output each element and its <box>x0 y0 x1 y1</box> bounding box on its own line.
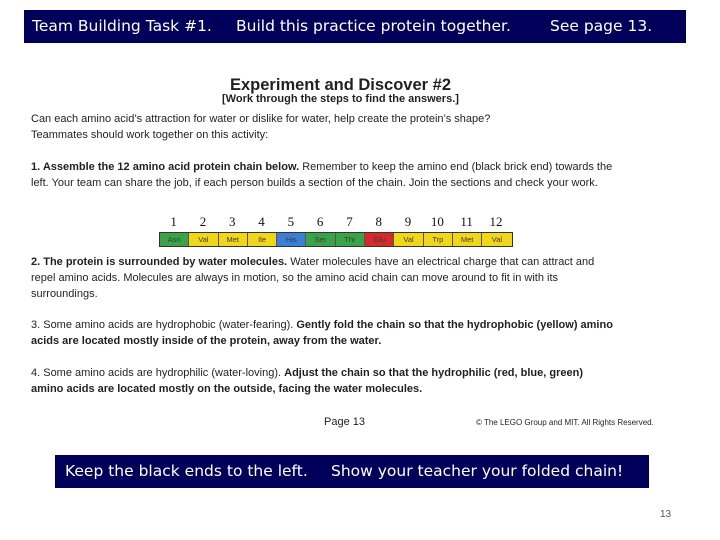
header-page-ref: See page 13. <box>550 17 653 35</box>
header-task: Team Building Task #1. <box>32 17 212 35</box>
amino-acid-number-9: 9 <box>404 214 412 229</box>
amino-acid-11: Met <box>453 233 482 246</box>
amino-acid-number-5: 5 <box>287 214 295 229</box>
amino-acid-number-11: 11 <box>460 214 473 229</box>
amino-acid-4: Ile <box>248 233 277 246</box>
amino-acid-5: His <box>277 233 306 246</box>
step-2-heading: 2. The protein is surrounded by water molecules. <box>31 256 288 268</box>
amino-acid-chain <box>159 232 513 247</box>
worksheet-subtitle: [Work through the steps to find the answers.] <box>222 93 459 105</box>
step-1-line-2: left. Your team can share the job, if each person builds a section of the chain. Join the sections and check your work. <box>31 177 598 189</box>
amino-acid-9: Val <box>394 233 423 246</box>
amino-acid-number-6: 6 <box>316 214 324 229</box>
footer-instruction: Show your teacher your folded chain! <box>331 462 624 480</box>
step-2-line-2: repel amino acids. Molecules are always in motion, so the amino acid chain can move around to fit in with its <box>31 272 559 284</box>
footer-reminder: Keep the black ends to the left. <box>65 462 308 480</box>
amino-acid-number-4: 4 <box>258 214 265 229</box>
step-4-line-1 <box>31 367 583 379</box>
step-1-heading: 1. Assemble the 12 amino acid protein chain below. <box>31 161 300 173</box>
amino-acid-number-1: 1 <box>170 214 177 229</box>
amino-acid-6: Ser <box>306 233 335 246</box>
step-4-line-2: amino acids are located mostly on the outside, facing the water molecules. <box>31 383 423 395</box>
step-2-line-3: surroundings. <box>31 288 98 300</box>
amino-acid-1: Asn <box>160 233 189 246</box>
step-4-instruction: Adjust the chain so that the hydrophilic (red, blue, green) <box>284 367 583 379</box>
page-label: Page 13 <box>324 416 365 428</box>
amino-acid-7: Thr <box>336 233 365 246</box>
amino-acid-10: Trp <box>424 233 453 246</box>
step-1-text: Remember to keep the amino end (black brick end) towards the <box>302 161 613 173</box>
step-3-line-2: acids are located mostly inside of the protein, away from the water. <box>31 335 382 347</box>
amino-acid-number-2: 2 <box>199 214 207 229</box>
footer-banner <box>55 455 649 488</box>
amino-acid-number-10: 10 <box>430 214 444 229</box>
amino-acid-12: Val <box>482 233 511 246</box>
intro-line-2: Teammates should work together on this activity: <box>31 129 269 141</box>
amino-acid-8: Glu <box>365 233 394 246</box>
worksheet-title: Experiment and Discover #2 <box>230 76 452 94</box>
amino-acid-number-8: 8 <box>375 214 382 229</box>
amino-acid-3: Met <box>219 233 248 246</box>
header-instruction: Build this practice protein together. <box>236 17 511 35</box>
amino-acid-number-3: 3 <box>229 214 236 229</box>
slide-number: 13 <box>660 509 672 520</box>
step-2-text: Water molecules have an electrical charge that can attract and <box>290 256 595 268</box>
copyright-notice: © The LEGO Group and MIT. All Rights Reserved. <box>476 418 654 427</box>
intro-line-1: Can each amino acid’s attraction for water or dislike for water, help create the protein’s shape? <box>31 113 491 125</box>
amino-acid-number-7: 7 <box>346 214 353 229</box>
step-4-text: 4. Some amino acids are hydrophilic (water-loving). <box>31 367 282 379</box>
step-3-line-1 <box>31 319 613 331</box>
step-3-text: 3. Some amino acids are hydrophobic (water-fearing). <box>31 319 294 331</box>
amino-acid-number-12: 12 <box>489 214 503 229</box>
step-2-line-1 <box>31 256 594 268</box>
step-3-instruction: Gently fold the chain so that the hydrophobic (yellow) amino <box>296 319 613 331</box>
step-1-line-1 <box>31 161 612 173</box>
amino-acid-2: Val <box>189 233 218 246</box>
